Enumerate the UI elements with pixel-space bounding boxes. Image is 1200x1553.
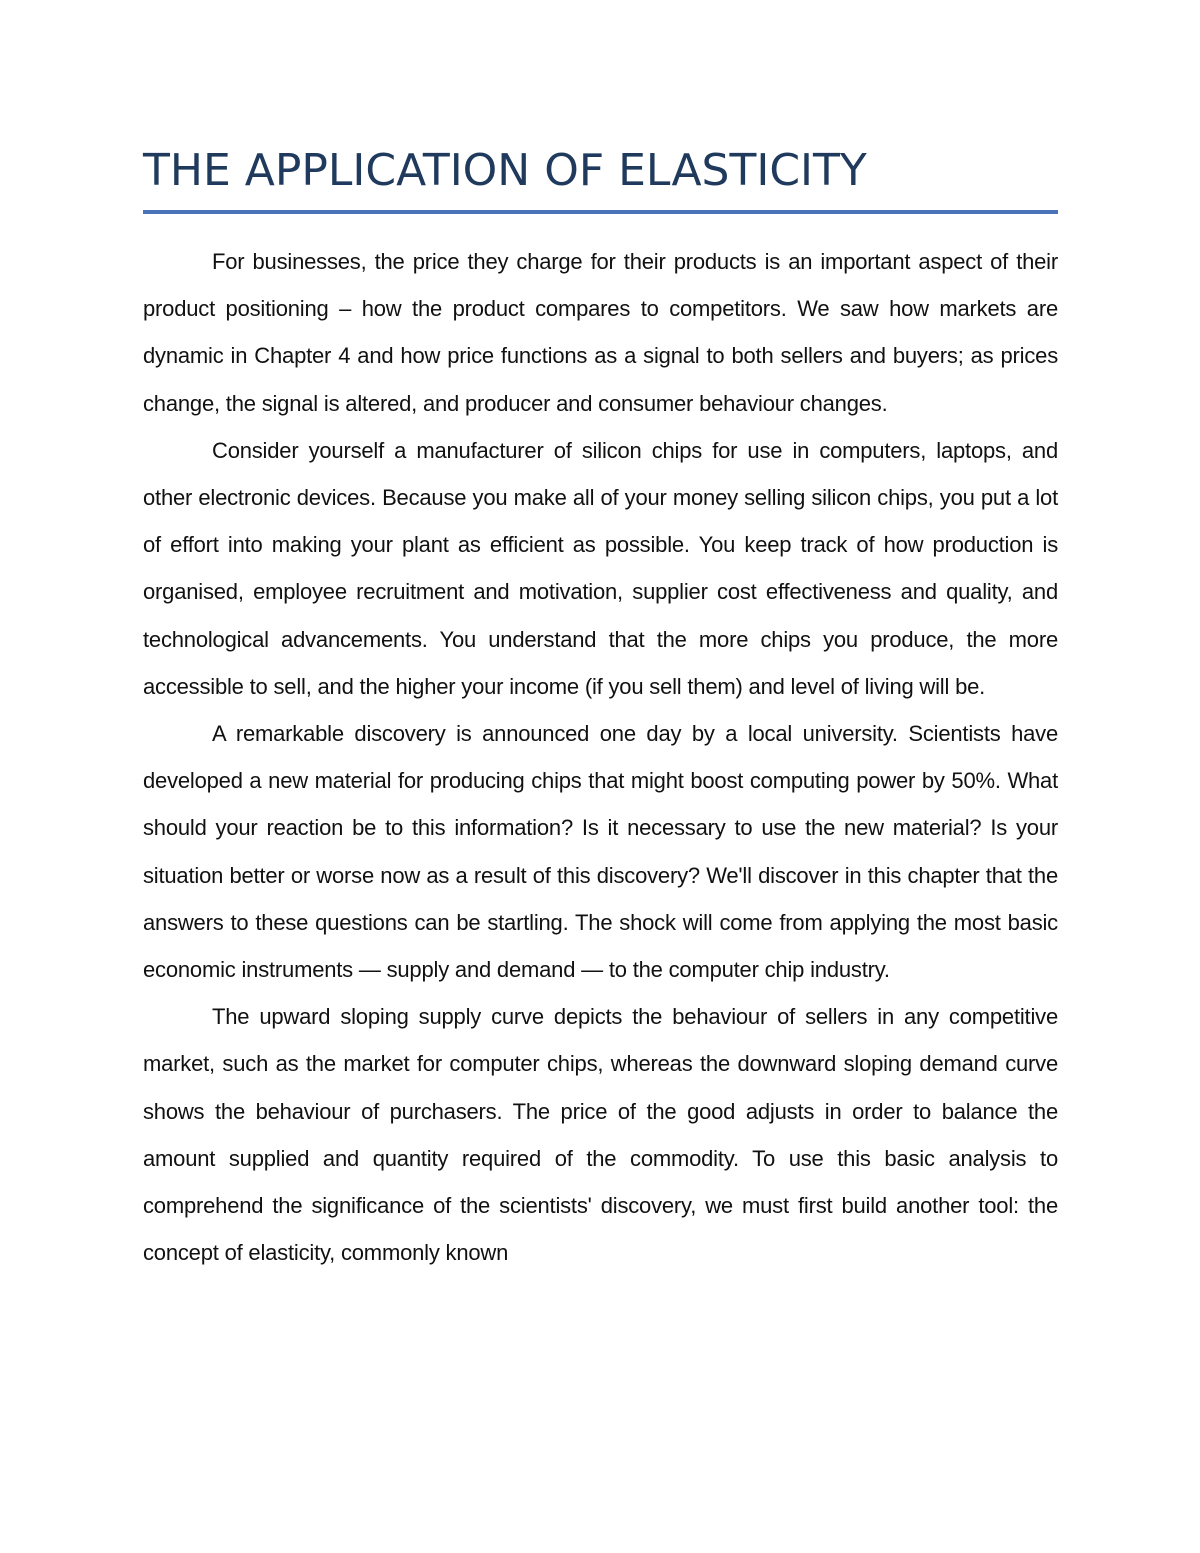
paragraph: The upward sloping supply curve depicts the behaviour of sellers in any competitive market, such as the market for computer chips, whereas the downward sloping demand curve shows the behaviour of purchasers. The price of the good adjusts in order to balance the amount supplied and quantity required of the commodity. To use this basic analysis to comprehend the significance of the scientists' discovery, we must first build another tool: the concept of elasticity, commonly known bbox=[143, 1004, 1058, 1266]
title-underline-rule bbox=[143, 210, 1058, 214]
paragraph: For businesses, the price they charge for their products is an important aspect of their product positioning – how the product compares to competitors. We saw how markets are dynamic in Chapter 4 and how price functions as a signal to both sellers and buyers; as prices change, the signal is altered, and producer and consumer behaviour changes. bbox=[143, 249, 1058, 416]
paragraph: Consider yourself a manufacturer of silicon chips for use in computers, laptops, and other electronic devices. Because you make all of your money selling silicon chips, you put a lot of effort into making your plant as efficient as possible. You keep track of how production is organised, employee recruitment and motivation, supplier cost effectiveness and quality, and technological advancements. You understand that the more chips you produce, the more accessible to sell, and the higher your income (if you sell them) and level of living will be. bbox=[143, 437, 1058, 699]
document-page bbox=[143, 140, 1058, 1276]
document-title: THE APPLICATION OF ELASTICITY bbox=[143, 145, 867, 196]
paragraph: A remarkable discovery is announced one day by a local university. Scientists have developed a new material for producing chips that might boost computing power by 50%. What should your reaction be to this information? Is it necessary to use the new material? Is your situation better or worse now as a result of this discovery? We'll discover in this chapter that the answers to these questions can be startling. The shock will come from applying the most basic economic instruments — supply and demand — to the computer chip industry. bbox=[143, 721, 1058, 983]
